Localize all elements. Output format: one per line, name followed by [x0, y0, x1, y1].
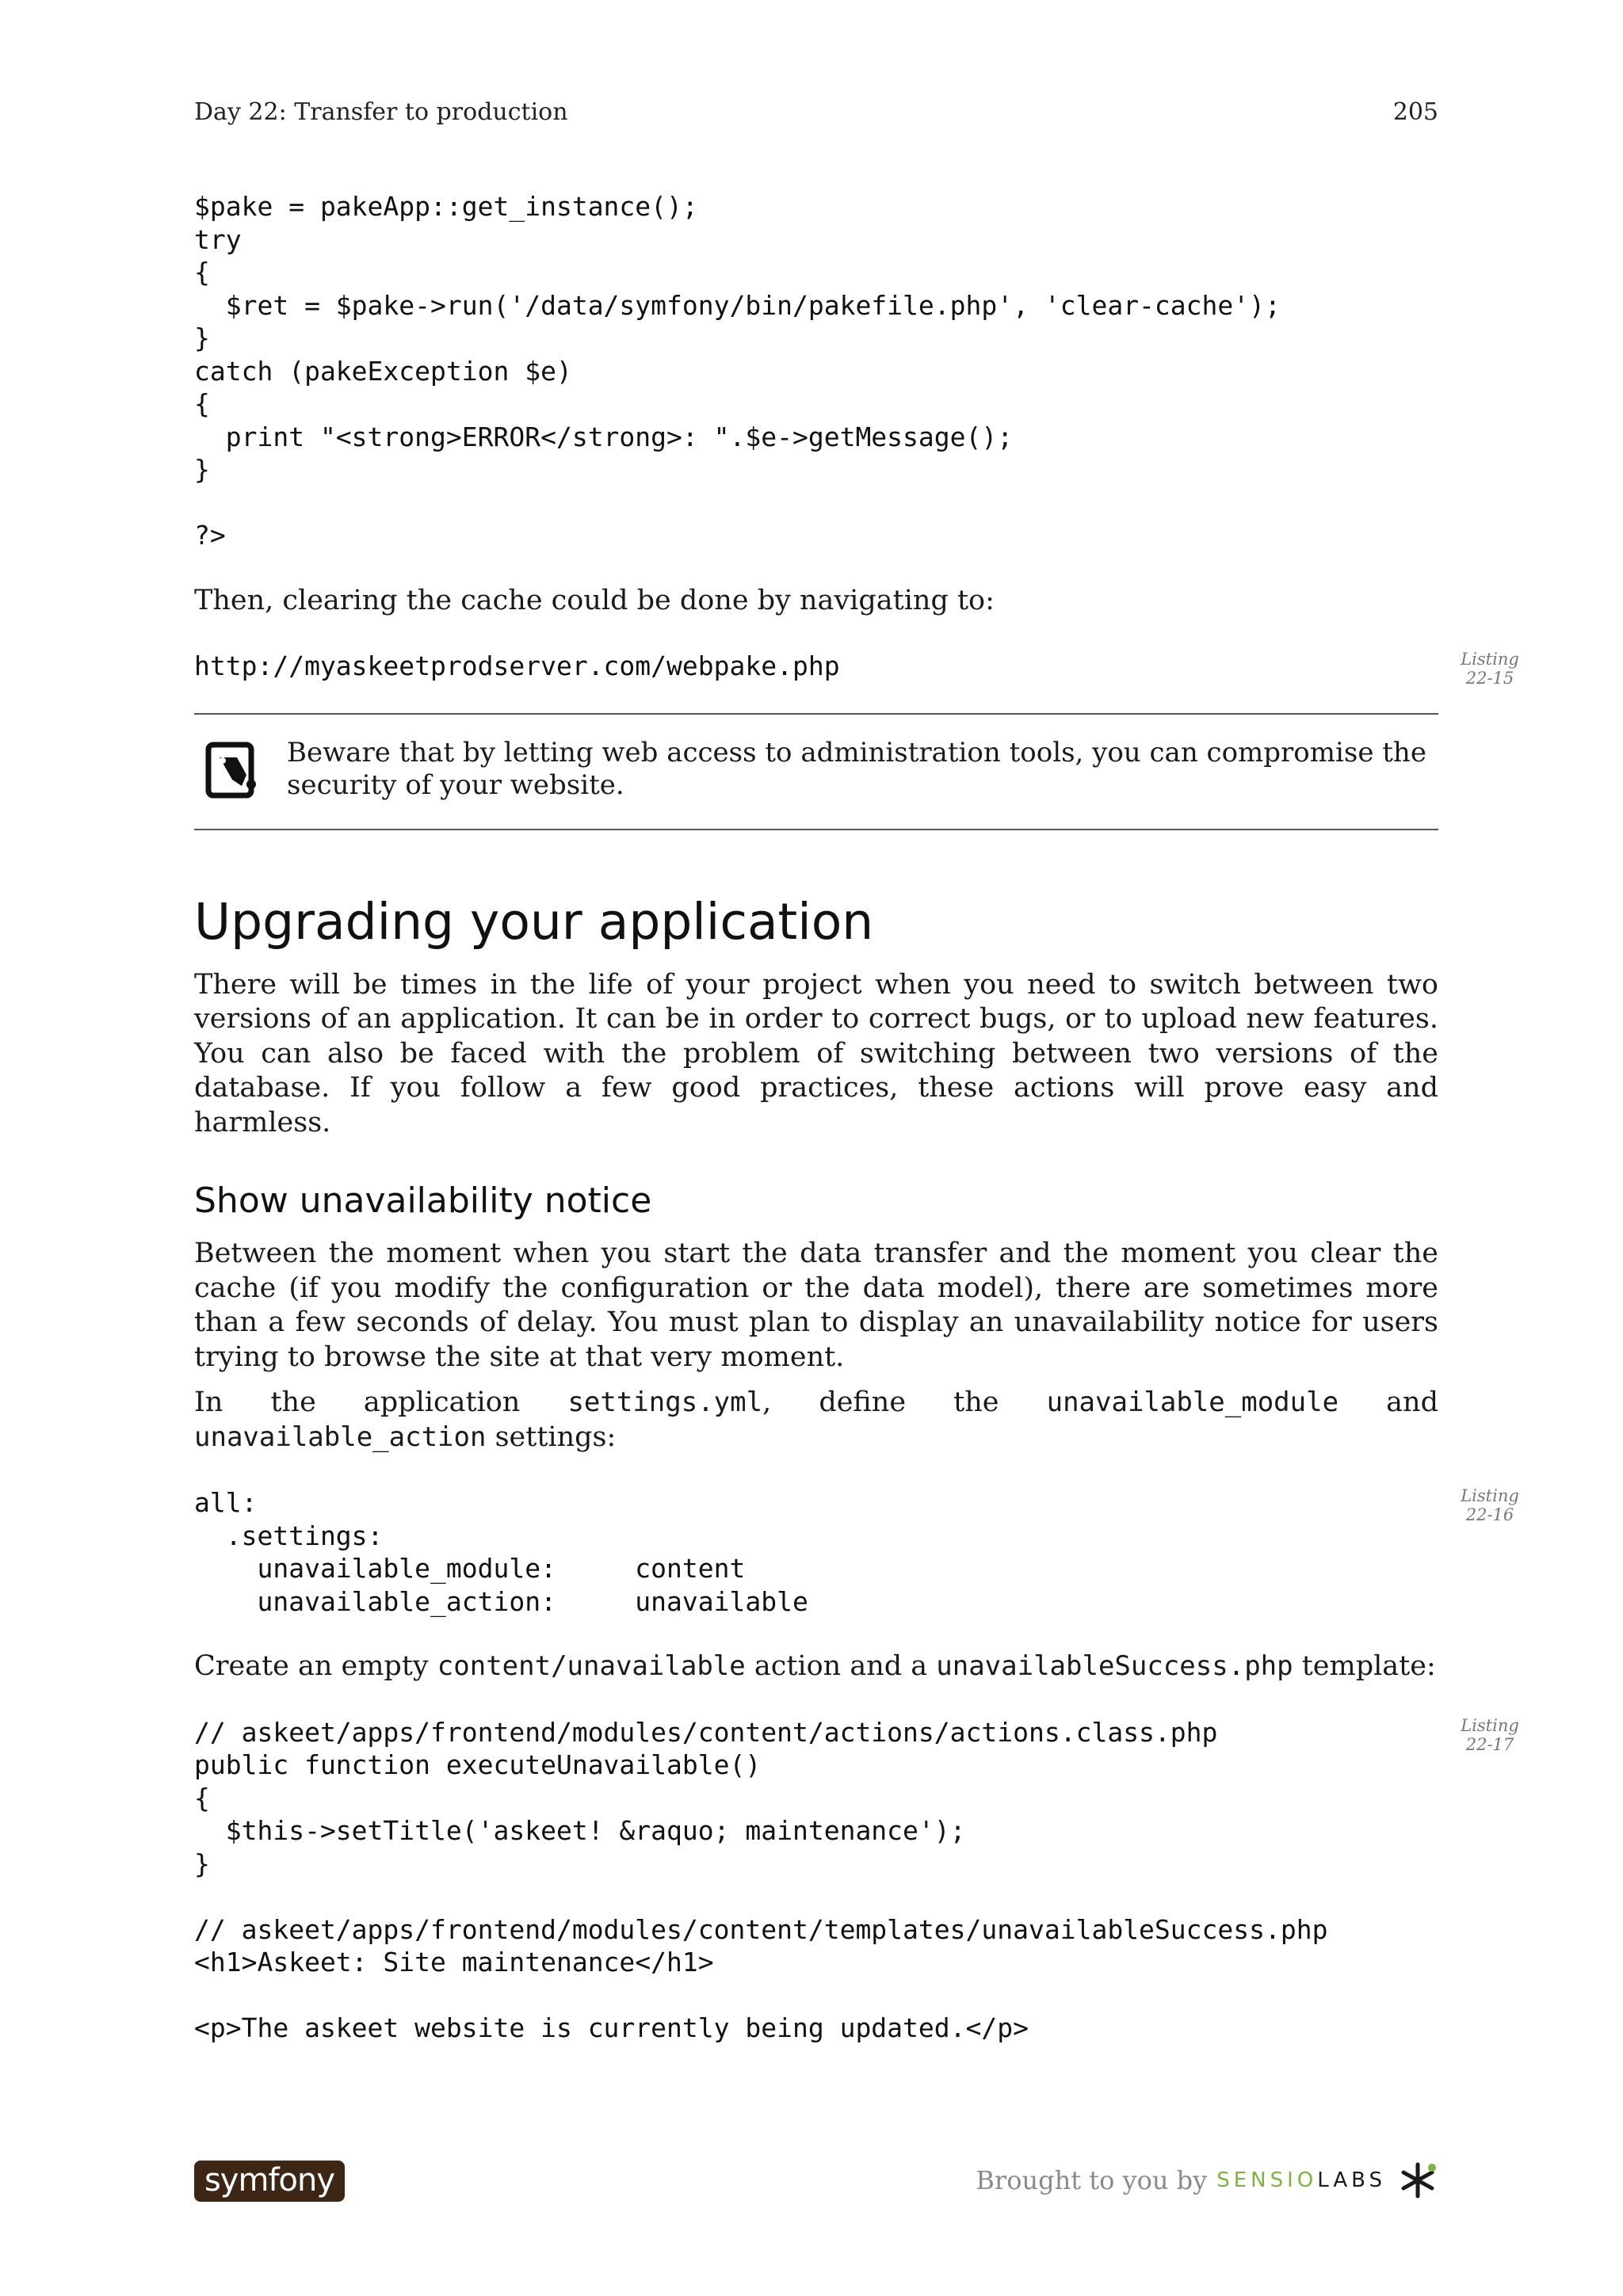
note-box: [194, 713, 1438, 830]
sensio-wordmark: SENSIO: [1216, 2168, 1318, 2192]
paragraph-unavailability: Between the moment when you start the data transfer and the moment you clear the cache (if you modify the configuration or the data model), there are sometimes more than a few seconds of delay. You must plan to display an unavailability notice for users trying to browse the site at that very moment.: [194, 1238, 1438, 1373]
chapter-title: Day 22: Transfer to production: [194, 98, 568, 126]
symfony-logo: symfony: [194, 2161, 345, 2202]
note-text: Beware that by letting web access to administration tools, you can compromise the security of your website.: [287, 736, 1426, 801]
code-action-template: // askeet/apps/frontend/modules/content/actions/actions.class.php public function executeUnavailable() { $this->setTitle('askeet! &raquo; maintenance'); } // askeet/apps/frontend/modules/content/templates/unavailableSuccess.php <h1>Askeet: Site maintenance</h1> <p>The askeet website is currently being updated.</p>: [194, 1716, 1328, 2043]
page-number: 205: [1392, 98, 1438, 126]
paragraph-clear-cache: Then, clearing the cache could be done by navigating to:: [194, 584, 995, 616]
listing-label: Listing 22-16: [1461, 1486, 1519, 1524]
sponsor-credit: [976, 2158, 1438, 2203]
inline-code-content-unavailable: content/unavailable: [437, 1650, 746, 1682]
listing-label: Listing 22-15: [1461, 650, 1519, 688]
inline-code-unavailable-success: unavailableSuccess.php: [936, 1650, 1293, 1682]
subsection-title: Show unavailability notice: [194, 1180, 652, 1221]
code-url: http://myaskeetprodserver.com/webpake.php: [194, 650, 840, 681]
sensiolabs-star-icon: [1397, 2160, 1438, 2201]
page-content: [194, 190, 1519, 2045]
paragraph-create-action: Create an empty content/unavailable action and a unavailableSuccess.php template:: [194, 1650, 1436, 1682]
listing-22-16: [194, 1486, 1519, 1618]
inline-code-settings-yml: settings.yml: [567, 1386, 763, 1418]
paragraph-upgrading: There will be times in the life of your project when you need to switch between two versions of an application. It can be in order to correct bugs, or to upload new features. You can also be faced with the problem of switching between two versions of the database. If you follow a few good practices, these actions will prove easy and harmless.: [194, 968, 1438, 1138]
note-pencil-icon: [205, 742, 258, 799]
listing-22-17: [194, 1715, 1519, 2045]
inline-code-unavailable-module: unavailable_module: [1046, 1386, 1339, 1418]
document-page: [194, 0, 1519, 2296]
running-header: [194, 98, 1438, 130]
labs-wordmark: LABS: [1317, 2168, 1386, 2192]
code-settings-yml: all: .settings: unavailable_module: content unavailable_action: unavailable: [194, 1487, 808, 1617]
listing-22-15: [194, 650, 1519, 688]
listing-label: Listing 22-17: [1461, 1715, 1519, 1754]
section-title: Upgrading your application: [194, 892, 874, 951]
code-block-pake: $pake = pakeApp::get_instance(); try { $ret = $pake->run('/data/symfony/bin/pakefile.php', 'clear-cache'); } catch (pakeException $e) { print "<strong>ERROR</strong>: ".$e->getMessage(); } ?>: [194, 191, 1281, 551]
paragraph-settings: In the application settings.yml, define the unavailable_module and unavailable_action settings:: [194, 1386, 1438, 1453]
inline-code-unavailable-action: unavailable_action: [194, 1421, 487, 1453]
page-footer: [194, 2158, 1438, 2206]
brought-to-you-text: Brought to you by: [976, 2165, 1208, 2195]
